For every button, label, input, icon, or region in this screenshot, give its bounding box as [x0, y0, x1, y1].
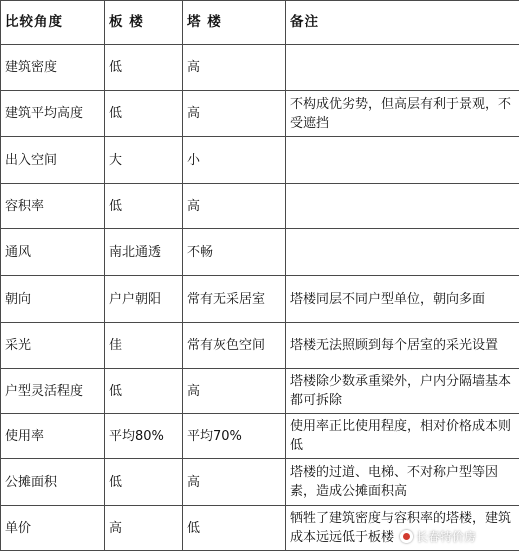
brand-logo-icon	[400, 530, 413, 543]
header-cell-tower: 塔 楼	[183, 1, 286, 45]
table-row	[1, 91, 519, 137]
table-header-row	[1, 1, 519, 45]
cell-tower: 高	[183, 45, 286, 91]
cell-tower: 低	[183, 506, 286, 551]
cell-tower: 高	[183, 459, 286, 506]
table-row	[1, 414, 519, 459]
cell-note: 塔楼除少数承重梁外，户内分隔墙基本都可拆除	[286, 369, 519, 414]
cell-tower: 高	[183, 369, 286, 414]
cell-aspect: 通风	[1, 229, 105, 276]
cell-aspect: 朝向	[1, 276, 105, 323]
cell-slab: 平均80%	[105, 414, 183, 459]
cell-aspect: 户型灵活程度	[1, 369, 105, 414]
cell-note: 塔楼的过道、电梯、不对称户型等因素，造成公摊面积高	[286, 459, 519, 506]
table-row	[1, 323, 519, 369]
cell-aspect: 容积率	[1, 184, 105, 229]
cell-aspect: 建筑平均高度	[1, 91, 105, 137]
header-cell-aspect: 比较角度	[1, 1, 105, 45]
cell-slab: 高	[105, 506, 183, 551]
table-row	[1, 459, 519, 506]
cell-note	[286, 45, 519, 91]
table-row	[1, 184, 519, 229]
cell-tower: 高	[183, 91, 286, 137]
table-row	[1, 276, 519, 323]
watermark-text: 长春特价房	[416, 528, 476, 545]
table-row	[1, 369, 519, 414]
cell-slab: 大	[105, 137, 183, 184]
cell-tower: 高	[183, 184, 286, 229]
cell-slab: 低	[105, 45, 183, 91]
cell-aspect: 公摊面积	[1, 459, 105, 506]
table-row	[1, 137, 519, 184]
cell-tower: 平均70%	[183, 414, 286, 459]
cell-slab: 低	[105, 459, 183, 506]
table-row	[1, 45, 519, 91]
cell-slab: 南北通透	[105, 229, 183, 276]
cell-slab: 低	[105, 184, 183, 229]
cell-note: 使用率正比使用程度，相对价格成本则低	[286, 414, 519, 459]
cell-slab: 低	[105, 91, 183, 137]
cell-note	[286, 137, 519, 184]
cell-aspect: 采光	[1, 323, 105, 369]
header-cell-note: 备注	[286, 1, 519, 45]
cell-aspect: 使用率	[1, 414, 105, 459]
cell-tower: 小	[183, 137, 286, 184]
watermark	[400, 527, 476, 545]
cell-note: 牺牲了建筑密度与容积率的塔楼，建筑成本远远低于板楼	[286, 506, 519, 551]
cell-slab: 户户朝阳	[105, 276, 183, 323]
cell-slab: 低	[105, 369, 183, 414]
header-cell-slab: 板 楼	[105, 1, 183, 45]
cell-tower: 常有无采居室	[183, 276, 286, 323]
cell-note	[286, 184, 519, 229]
cell-aspect: 单价	[1, 506, 105, 551]
cell-aspect: 出入空间	[1, 137, 105, 184]
cell-aspect: 建筑密度	[1, 45, 105, 91]
cell-note: 塔楼同层不同户型单位，朝向多面	[286, 276, 519, 323]
cell-note	[286, 229, 519, 276]
cell-slab: 佳	[105, 323, 183, 369]
cell-tower: 不畅	[183, 229, 286, 276]
cell-note: 不构成优劣势，但高层有利于景观，不受遮挡	[286, 91, 519, 137]
table-row	[1, 229, 519, 276]
cell-tower: 常有灰色空间	[183, 323, 286, 369]
cell-note: 塔楼无法照顾到每个居室的采光设置	[286, 323, 519, 369]
